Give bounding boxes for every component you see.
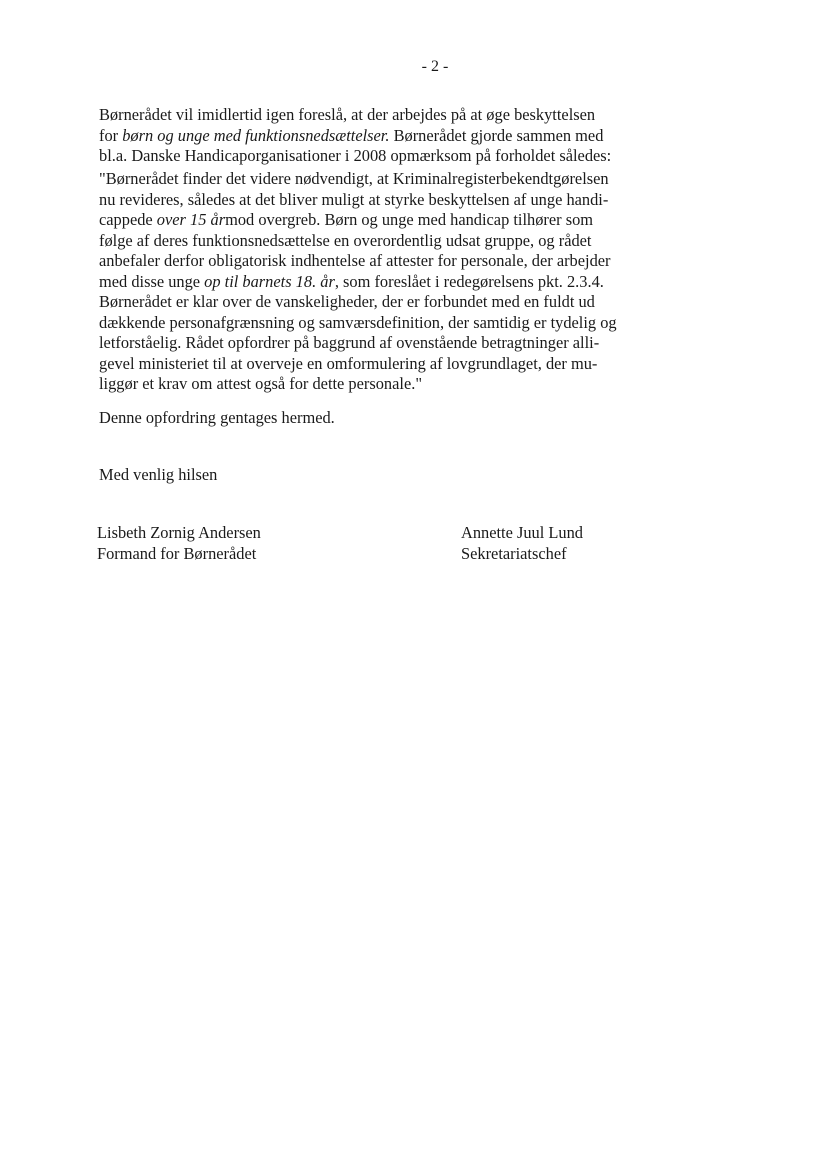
text-segment: mod overgreb. Børn og unge med handicap tilhører som [225,210,594,230]
text-line: letforståelig. Rådet opfordrer på baggrund af ovenstående betragtninger alli- [99,333,600,353]
text-line [99,126,644,147]
text-line [99,272,644,293]
text-segment: med disse unge [99,271,205,291]
italic-emphasis: over 15 år [156,210,226,230]
page-number: - 2 - [421,58,449,75]
signatory-title: Sekretariatschef [461,543,567,563]
text-line: bl.a. Danske Handicaporganisationer i 2008 opmærksom på forholdet således: [99,146,612,166]
text-line: følge af deres funktionsnedsættelse en overordentlig udsat gruppe, og rådet [99,230,592,250]
text-segment: for [99,125,123,145]
paragraph-intro [99,105,644,167]
salutation [99,465,644,486]
text-line: gevel ministeriet til at overveje en omformulering af lovgrundlaget, der mu- [99,353,598,373]
paragraph-closing [99,408,644,429]
signatory-name: Lisbeth Zornig Andersen [97,523,261,542]
text-line: liggør et krav om attest også for dette personale." [99,374,423,394]
text-segment: Børnerådet gjorde sammen med [389,125,604,145]
signatory-title: Formand for Børnerådet [97,543,257,563]
text-line: dækkende personafgrænsning og samværsdefinition, der samtidig er tydelig og [99,312,617,332]
text-segment: , som foreslået i redegørelsens pkt. 2.3.4. [334,271,604,291]
signature-right [461,523,583,564]
signatory-name: Annette Juul Lund [461,523,584,542]
paragraph-quote-1 [99,169,644,293]
text-line: Børnerådet er klar over de vanskeligheder, der er forbundet med en fuldt ud [99,292,595,311]
text-line: Denne opfordring gentages hermed. [99,408,335,427]
text-line: Med venlig hilsen [99,465,218,484]
italic-emphasis: op til barnets 18. år [204,271,335,291]
text-line: nu revideres, således at det bliver muligt at styrke beskyttelsen af unge handi- [99,189,609,209]
paragraph-quote-2 [99,292,644,395]
text-line [99,210,644,231]
text-line: Børnerådet vil imidlertid igen foreslå, at der arbejdes på at øge beskyttelsen [99,105,596,124]
signature-left [97,523,261,564]
italic-emphasis: børn og unge med funktionsnedsættelser. [122,125,390,145]
text-segment: cappede [99,210,157,230]
text-line: anbefaler derfor obligatorisk indhentelse af attester for personale, der arbejder [99,251,611,271]
text-line: "Børnerådet finder det videre nødvendigt, at Kriminalregisterbekendtgørelsen [99,169,609,188]
